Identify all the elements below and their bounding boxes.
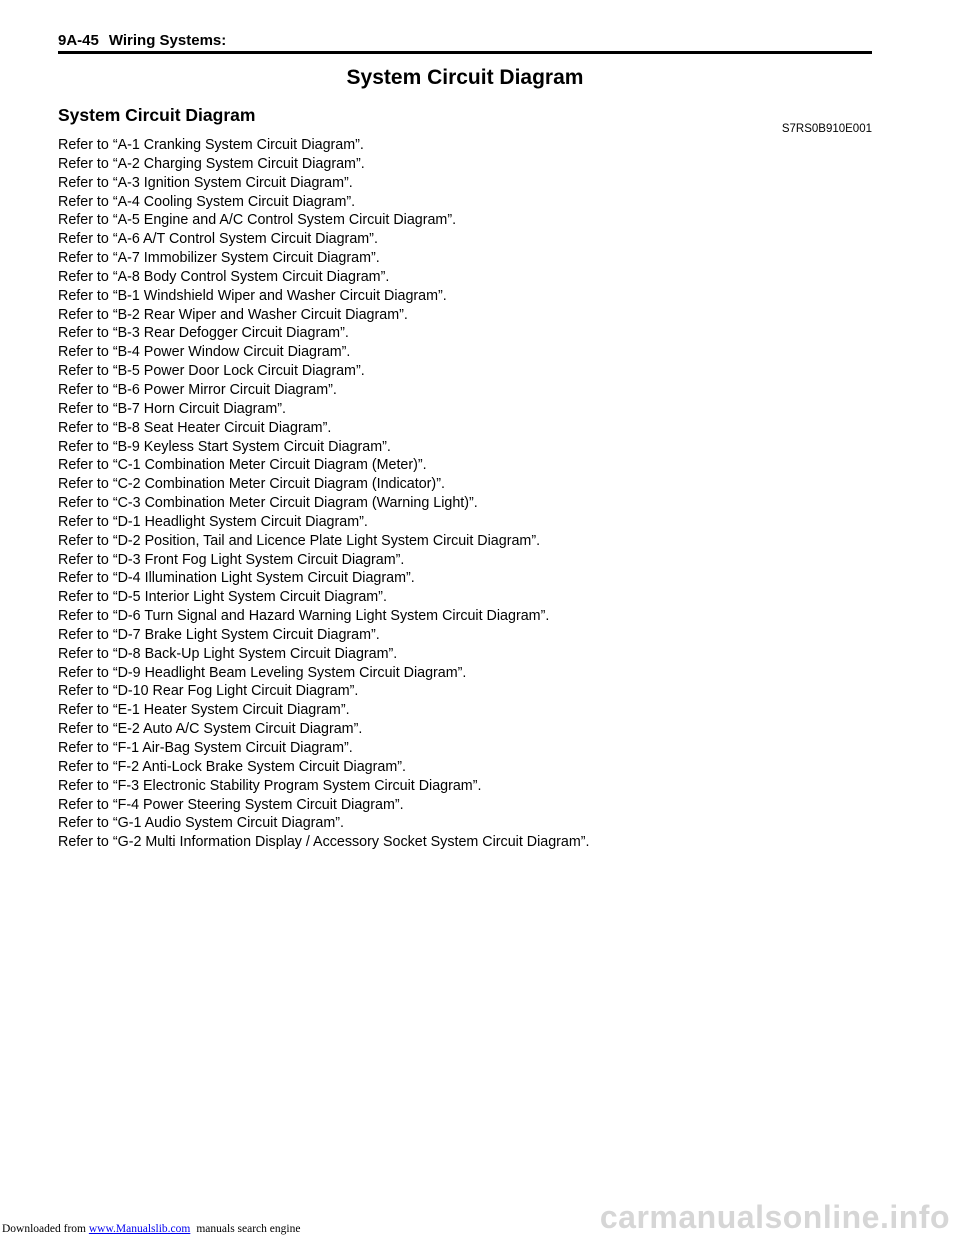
reference-item: Refer to “F-3 Electronic Stability Program System Circuit Diagram”. — [58, 777, 482, 794]
reference-item: Refer to “D-1 Headlight System Circuit Diagram”. — [58, 513, 368, 530]
section-heading: System Circuit Diagram — [58, 105, 256, 125]
reference-item: Refer to “D-3 Front Fog Light System Circuit Diagram”. — [58, 551, 405, 568]
reference-item: Refer to “B-3 Rear Defogger Circuit Diagram”. — [58, 325, 349, 342]
reference-item: Refer to “B-2 Rear Wiper and Washer Circuit Diagram”. — [58, 306, 408, 323]
reference-item: Refer to “B-5 Power Door Lock Circuit Diagram”. — [58, 363, 365, 380]
reference-item: Refer to “B-4 Power Window Circuit Diagram”. — [58, 344, 351, 361]
header-divider — [58, 51, 872, 54]
reference-list — [58, 136, 872, 852]
manualslib-link[interactable]: www.Manualslib.com — [88, 1223, 191, 1235]
reference-item: Refer to “B-9 Keyless Start System Circuit Diagram”. — [58, 438, 391, 455]
footer-suffix: manuals search engine — [196, 1223, 301, 1235]
reference-item: Refer to “C-2 Combination Meter Circuit Diagram (Indicator)”. — [58, 476, 445, 493]
reference-item: Refer to “A-3 Ignition System Circuit Diagram”. — [58, 174, 353, 191]
download-footer — [2, 1222, 300, 1236]
reference-item: Refer to “D-9 Headlight Beam Leveling System Circuit Diagram”. — [58, 664, 467, 681]
reference-item: Refer to “D-7 Brake Light System Circuit Diagram”. — [58, 626, 380, 643]
page-title: System Circuit Diagram — [346, 66, 584, 89]
reference-item: Refer to “D-2 Position, Tail and Licence Plate Light System Circuit Diagram”. — [58, 532, 541, 549]
reference-item: Refer to “F-1 Air-Bag System Circuit Diagram”. — [58, 740, 353, 756]
reference-item: Refer to “E-2 Auto A/C System Circuit Diagram”. — [58, 721, 363, 738]
reference-item: Refer to “B-8 Seat Heater Circuit Diagram”. — [58, 419, 332, 436]
reference-item: Refer to “A-5 Engine and A/C Control System Circuit Diagram”. — [58, 212, 457, 229]
reference-item: Refer to “D-5 Interior Light System Circuit Diagram”. — [58, 589, 387, 606]
reference-item: Refer to “C-3 Combination Meter Circuit Diagram (Warning Light)”. — [58, 495, 478, 512]
reference-item: Refer to “B-6 Power Mirror Circuit Diagram”. — [58, 381, 337, 398]
reference-item: Refer to “A-6 A/T Control System Circuit Diagram”. — [58, 231, 378, 248]
reference-item: Refer to “F-2 Anti-Lock Brake System Circuit Diagram”. — [58, 758, 406, 775]
reference-item: Refer to “A-8 Body Control System Circuit Diagram”. — [58, 268, 390, 285]
watermark: carmanualsonline.info — [599, 1199, 950, 1235]
reference-item: Refer to “G-2 Multi Information Display / Accessory Socket System Circuit Diagram”. — [58, 834, 590, 851]
reference-item: Refer to “A-7 Immobilizer System Circuit Diagram”. — [58, 250, 380, 267]
reference-item: Refer to “B-7 Horn Circuit Diagram”. — [58, 400, 287, 417]
reference-item: Refer to “A-4 Cooling System Circuit Diagram”. — [58, 193, 356, 210]
page-header — [58, 32, 226, 50]
reference-item: Refer to “A-1 Cranking System Circuit Diagram”. — [58, 137, 364, 153]
page-number: 9A-45 — [58, 32, 99, 49]
reference-item: Refer to “G-1 Audio System Circuit Diagram”. — [58, 815, 345, 832]
reference-item: Refer to “C-1 Combination Meter Circuit Diagram (Meter)”. — [58, 457, 427, 474]
chapter-title: Wiring Systems: — [108, 32, 227, 49]
reference-item: Refer to “D-6 Turn Signal and Hazard Warning Light System Circuit Diagram”. — [58, 608, 550, 625]
reference-item: Refer to “B-1 Windshield Wiper and Washer Circuit Diagram”. — [58, 287, 447, 304]
reference-item: Refer to “A-2 Charging System Circuit Diagram”. — [58, 155, 365, 172]
reference-item: Refer to “F-4 Power Steering System Circuit Diagram”. — [58, 796, 404, 813]
footer-prefix: Downloaded from — [2, 1223, 86, 1235]
reference-item: Refer to “E-1 Heater System Circuit Diagram”. — [58, 702, 350, 719]
reference-item: Refer to “D-8 Back-Up Light System Circuit Diagram”. — [58, 645, 398, 662]
reference-item: Refer to “D-4 Illumination Light System Circuit Diagram”. — [58, 570, 415, 587]
section-code: S7RS0B910E001 — [781, 123, 872, 135]
reference-item: Refer to “D-10 Rear Fog Light Circuit Diagram”. — [58, 683, 359, 700]
